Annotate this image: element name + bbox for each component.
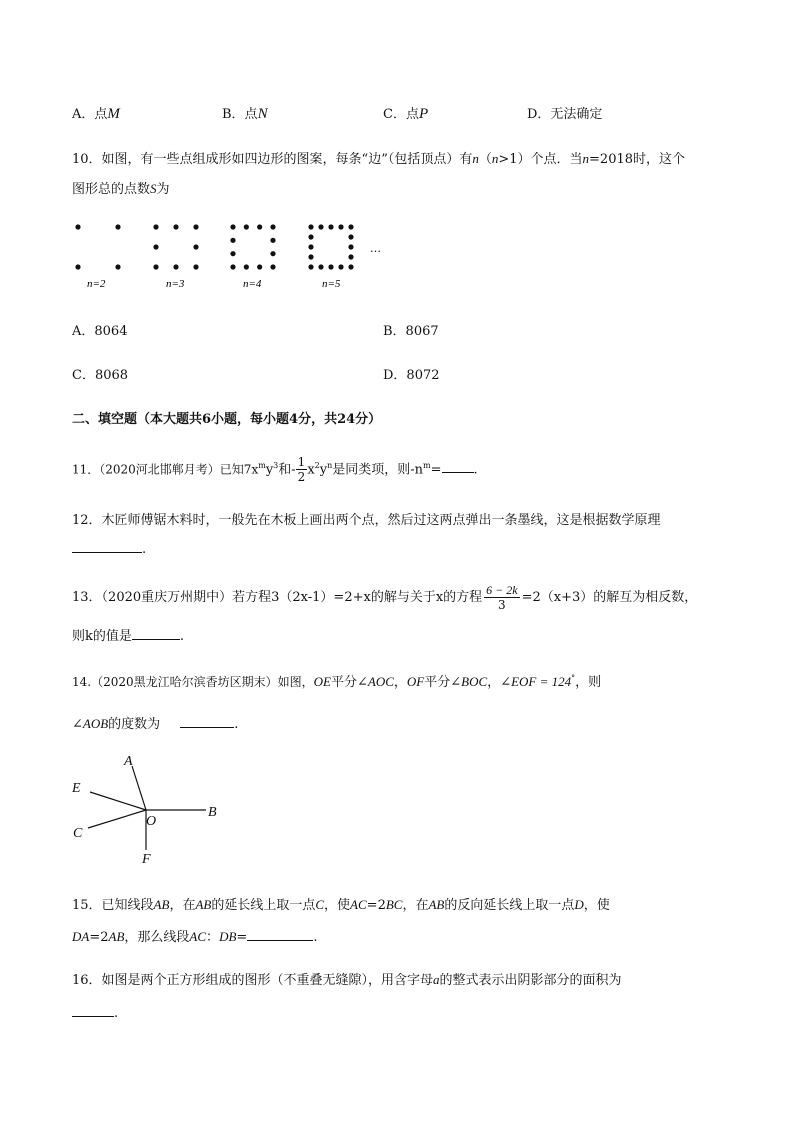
point-a: A: [124, 754, 133, 769]
q9-option-c: [383, 103, 428, 123]
ellipsis: …: [370, 242, 381, 255]
var: AB: [108, 929, 125, 944]
q15-line2: [72, 926, 317, 945]
q15-line1: [72, 894, 610, 913]
q9-option-a: [72, 103, 120, 123]
dot: [318, 224, 323, 229]
q12-line1: 12．木匠师傅锯木料时，一般先在木板上画出两个点，然后过这两点弹出一条墨线，这是根据数学原理: [72, 513, 661, 528]
text: 和-: [278, 462, 296, 478]
angle-figure: [66, 750, 236, 870]
q13-line1: [72, 578, 697, 618]
var: ∠AOB: [72, 716, 109, 731]
var: DA: [72, 929, 90, 944]
text: y: [319, 462, 328, 478]
dot: [193, 264, 198, 269]
var: OE: [313, 674, 331, 689]
dot: [348, 244, 353, 249]
text: 则k的值是: [72, 629, 132, 644]
dot: [328, 264, 333, 269]
sup: m: [423, 461, 431, 470]
dot: [75, 264, 80, 269]
dot: [348, 254, 353, 259]
text: .: [114, 1006, 119, 1021]
var-n: n: [472, 151, 479, 166]
dot: [257, 224, 262, 229]
var-n: n: [582, 151, 590, 166]
point-c: C: [73, 826, 83, 841]
var: ∠BOC: [450, 674, 488, 689]
text: 的整式表示出阴影部分的面积为: [439, 973, 622, 988]
dot-pattern-figure: [60, 215, 400, 295]
text: 的度数为: [108, 717, 161, 732]
text: ，那么线段: [124, 930, 190, 945]
text: （: [478, 152, 492, 167]
q16-line2: [72, 1004, 118, 1021]
dot: [230, 251, 235, 256]
text: ，在: [169, 898, 196, 913]
dot: [338, 224, 343, 229]
text: ，: [393, 675, 407, 690]
var: AC: [350, 897, 367, 912]
dot: [115, 224, 120, 229]
dot: [257, 264, 262, 269]
q9-option-b: [222, 103, 268, 123]
text: .: [179, 629, 185, 644]
text: .: [473, 462, 478, 478]
dot: [153, 224, 158, 229]
text: .: [313, 930, 318, 945]
dot: [308, 264, 313, 269]
text: ，则: [575, 675, 602, 690]
answer-blank[interactable]: [132, 627, 180, 640]
text: .: [142, 542, 147, 557]
text: 图形总的点数: [72, 182, 151, 197]
dot: [270, 224, 275, 229]
text: 是同类项，则-n: [332, 462, 424, 478]
text: 14.（2020黑龙江哈尔滨香坊区期末）如图，: [72, 675, 314, 689]
sup: 2: [314, 461, 320, 470]
q14-line2: [72, 713, 238, 732]
q16-line1: [72, 969, 622, 988]
dot: [308, 254, 313, 259]
point-o: O: [146, 814, 157, 829]
dot: [348, 264, 353, 269]
q10-option-a: A．8064: [72, 324, 128, 339]
text: 平分: [424, 675, 451, 690]
var-s: S: [150, 181, 157, 196]
text: ，: [487, 675, 501, 690]
var: AB: [428, 897, 445, 912]
degree: °: [571, 673, 576, 683]
q10-option-c: C．8068: [72, 368, 129, 383]
text: ，使: [583, 898, 610, 913]
numerator: 6 − 2k: [486, 583, 518, 597]
dot: [244, 224, 249, 229]
point-b: B: [208, 805, 217, 820]
text: =2: [89, 930, 109, 945]
text: =2018时，这个: [589, 152, 686, 167]
q12-line2: [72, 540, 146, 557]
dot: [308, 244, 313, 249]
text: =: [236, 930, 248, 945]
var: BC: [385, 897, 403, 912]
text: x: [307, 462, 315, 478]
q11: [72, 446, 478, 486]
dot: [153, 244, 158, 249]
var: C: [315, 897, 325, 912]
text: ，使: [324, 898, 351, 913]
dot: [348, 234, 353, 239]
option-var: M: [107, 106, 120, 122]
option-label: B．点: [222, 107, 258, 122]
text: 的延长线上取一点: [211, 898, 316, 913]
point-e: E: [72, 781, 81, 796]
answer-blank[interactable]: [72, 540, 142, 553]
var: ∠AOC: [356, 674, 394, 689]
q13-line2: [72, 625, 184, 644]
text: =2: [366, 898, 386, 913]
option-label: C．点: [383, 107, 419, 122]
var: AB: [195, 897, 212, 912]
text: 15．已知线段: [72, 898, 154, 913]
dot: [270, 264, 275, 269]
text: y: [265, 462, 274, 478]
text: 11．（2020河北邯郸月考）已知7x: [72, 462, 259, 477]
var: a: [433, 972, 440, 987]
label-n2: n=2: [87, 278, 106, 290]
dot: [153, 264, 158, 269]
text: =2（x+3）的解互为相反数，: [521, 590, 698, 605]
q10-line1: [72, 148, 685, 167]
dot: [270, 238, 275, 243]
answer-blank[interactable]: [247, 928, 313, 941]
option-var: N: [257, 106, 268, 122]
text: >1）个点．当: [498, 152, 583, 167]
answer-blank[interactable]: [442, 460, 474, 473]
var: AC: [189, 929, 207, 944]
q10-option-b: B．8067: [383, 324, 439, 339]
dot: [193, 244, 198, 249]
point-f: F: [142, 852, 151, 867]
fraction: [484, 583, 519, 612]
dot: [270, 251, 275, 256]
dot: [75, 224, 80, 229]
q10-line2: [72, 178, 170, 197]
answer-blank[interactable]: [72, 1004, 114, 1017]
dot: [115, 264, 120, 269]
denominator: 3: [498, 598, 506, 612]
dot: [318, 264, 323, 269]
var: DB: [219, 929, 237, 944]
text: 13．（2020重庆万州期中）若方程3（2x-1）=2+x的解与关于x的方程: [72, 590, 483, 605]
dot: [230, 238, 235, 243]
dot: [173, 264, 178, 269]
dot: [328, 224, 333, 229]
var-n: n: [491, 151, 499, 166]
var: ∠EOF = 124: [500, 674, 572, 689]
sup: n: [327, 461, 333, 470]
option-label: A．点: [72, 107, 108, 122]
answer-blank[interactable]: [180, 715, 234, 728]
q14-line1: [72, 671, 601, 690]
text: 的反向延长线上取一点: [444, 898, 575, 913]
section-heading: 二、填空题（本大题共6小题，每小题4分，共24分）: [72, 412, 382, 427]
text: =: [430, 462, 442, 478]
label-n4: n=4: [243, 278, 262, 290]
text: 16．如图是两个正方形组成的图形（不重叠无缝隙），用含字母: [72, 973, 434, 988]
q10-option-d: D．8072: [383, 368, 440, 383]
var: AB: [153, 897, 170, 912]
dot: [338, 264, 343, 269]
dot: [230, 224, 235, 229]
numerator: 1: [297, 455, 306, 470]
text: 为: [156, 182, 170, 197]
dot: [308, 234, 313, 239]
fraction: [296, 455, 308, 484]
text: 10．如图，有一些点组成形如四边形的图案，每条“边”（包括顶点）有: [72, 152, 473, 167]
denominator: 2: [297, 470, 306, 485]
dot: [244, 264, 249, 269]
dot: [308, 224, 313, 229]
sup: 3: [273, 461, 279, 470]
label-n3: n=3: [166, 278, 185, 290]
text: ，在: [402, 898, 429, 913]
sup: m: [258, 461, 266, 470]
dot: [193, 224, 198, 229]
text: 平分: [330, 675, 357, 690]
dot: [173, 224, 178, 229]
label-n5: n=5: [322, 278, 341, 290]
var: OF: [406, 674, 425, 689]
dot: [230, 264, 235, 269]
var: D: [574, 897, 584, 912]
text: ：: [206, 930, 220, 945]
text: .: [234, 717, 239, 732]
q9-option-d: D．无法确定: [527, 107, 603, 122]
option-var: P: [418, 106, 429, 122]
dot: [348, 224, 353, 229]
